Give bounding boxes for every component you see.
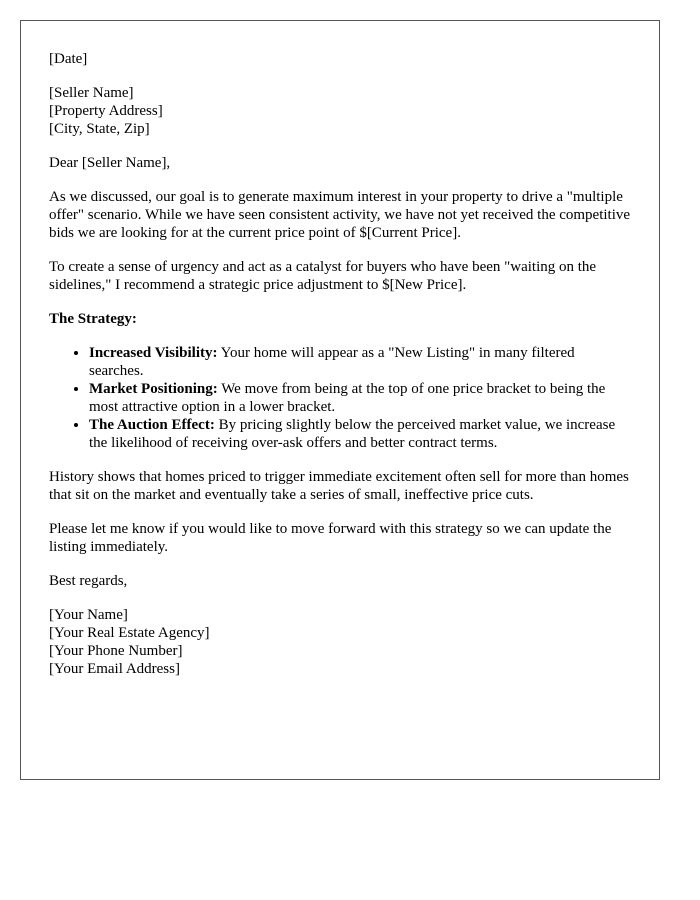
strategy-list [49,344,631,452]
strategy-item [89,344,631,380]
strategy-item-text: Your home will appear as a "New Listing" in many filtered searches. [89,345,575,379]
body-paragraph-4: Please let me know if you would like to move forward with this strategy so we can update the listing immediately. [49,521,612,555]
recipient-block [49,84,631,138]
body-paragraph-2: To create a sense of urgency and act as a catalyst for buyers who have been "waiting on the sidelines," I recommend a strategic price adjustment to $[New Price]. [49,259,597,293]
strategy-item-term: Market Positioning: [89,381,218,397]
signature-block [49,606,631,678]
signature-agency: [Your Real Estate Agency] [49,625,210,641]
strategy-item-text: By pricing slightly below the perceived market value, we increase the likelihood of receiving over-ask offers and better contract terms. [89,417,616,451]
strategy-item [89,380,631,416]
strategy-item-text: We move from being at the top of one price bracket to being the most attractive option in a lower bracket. [89,381,606,415]
signature-email: [Your Email Address] [49,661,180,677]
strategy-item-term: Increased Visibility: [89,345,218,361]
recipient-name: [Seller Name] [49,85,134,101]
letter-date: [Date] [49,51,88,67]
body-paragraph-1: As we discussed, our goal is to generate maximum interest in your property to drive a "multiple offer" scenario. While we have seen consistent activity, we have not yet received the competitive bids we are looking for at the current price point of $[Current Price]. [49,189,631,241]
strategy-heading: The Strategy: [49,311,137,327]
signature-name: [Your Name] [49,607,128,623]
recipient-address: [Property Address] [49,103,163,119]
strategy-item [89,416,631,452]
letter-page [20,20,660,780]
body-paragraph-3: History shows that homes priced to trigger immediate excitement often sell for more than homes that sit on the market and eventually take a series of small, ineffective price cuts. [49,469,629,503]
strategy-item-term: The Auction Effect: [89,417,215,433]
signature-phone: [Your Phone Number] [49,643,183,659]
recipient-city-state-zip: [City, State, Zip] [49,121,150,137]
closing: Best regards, [49,573,128,589]
salutation: Dear [Seller Name], [49,155,171,171]
